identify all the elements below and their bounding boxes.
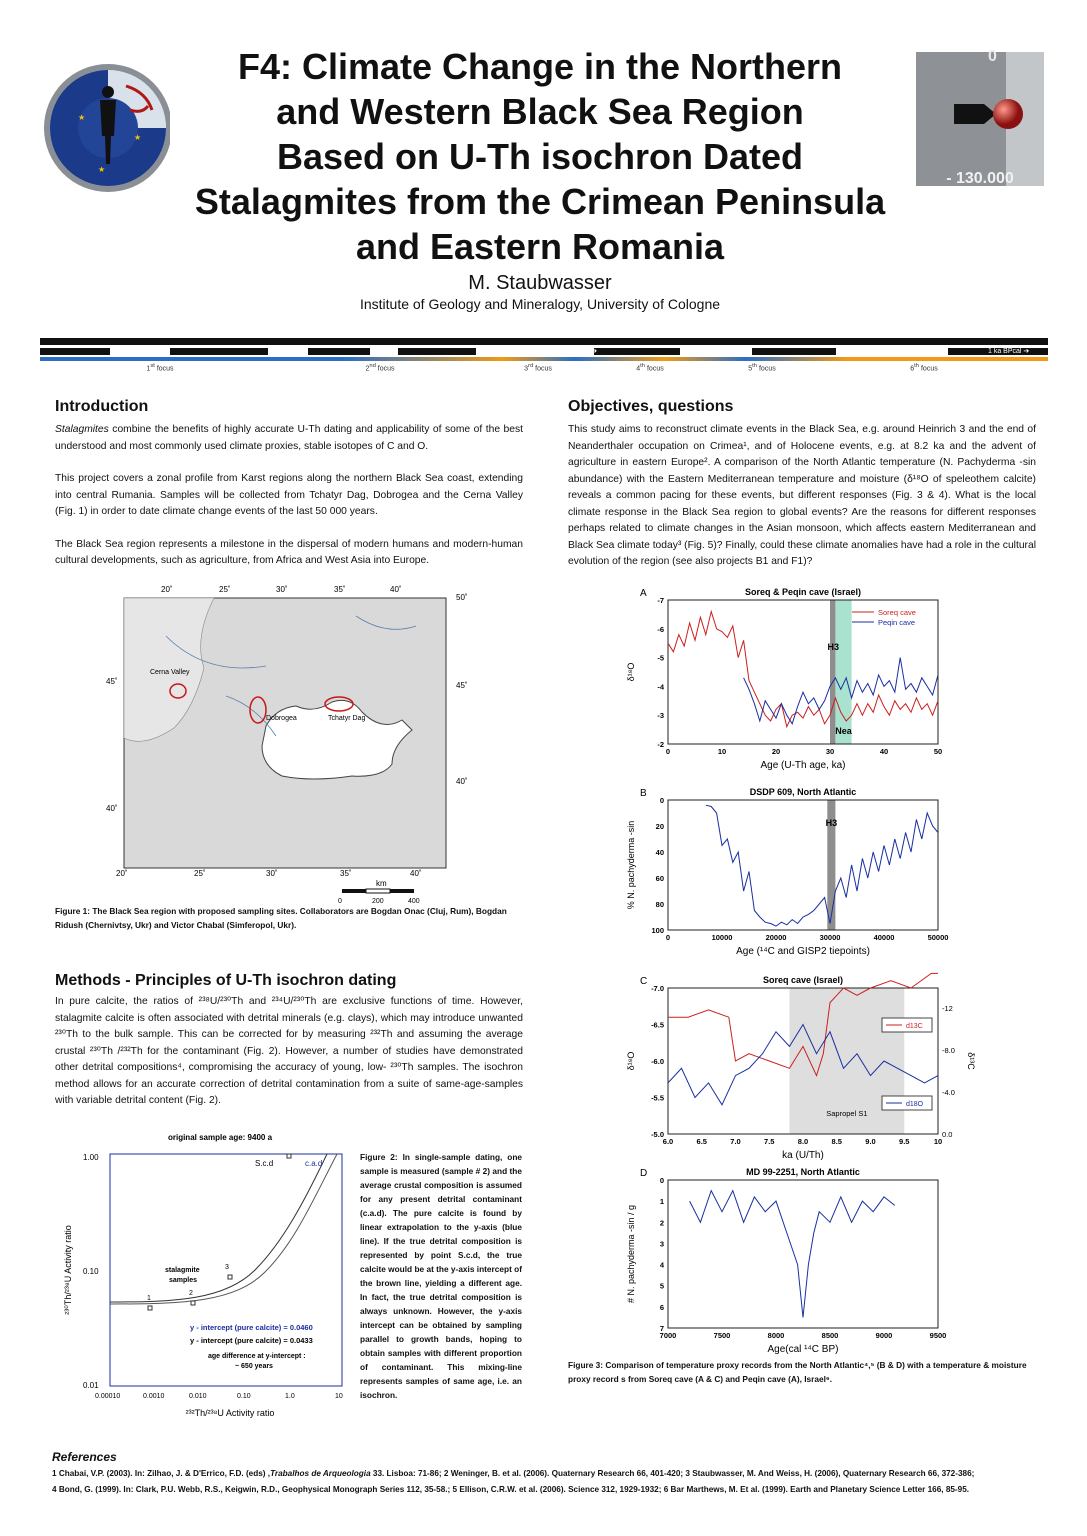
arrow-ball-icon — [952, 94, 1024, 134]
plot-frame — [668, 800, 938, 930]
x-tick-label: 7500 — [713, 1331, 731, 1340]
x-tick-label: 0 — [665, 933, 671, 942]
svg-text:²³²Th/²³⁸U Activity ratio: ²³²Th/²³⁸U Activity ratio — [185, 1408, 275, 1418]
svg-text:0.10: 0.10 — [237, 1393, 251, 1400]
y-tick-label: -3 — [657, 711, 664, 721]
human-figure-icon — [38, 40, 170, 192]
y-tick-label: -6.0 — [651, 1057, 664, 1066]
legend-entry: Soreq cave — [878, 608, 916, 617]
svg-text:~ 650 years: ~ 650 years — [235, 1363, 273, 1370]
x-tick-label: 40 — [879, 747, 889, 756]
figure2-caption: Figure 2: In single-sample dating, one sample is measured (sample # 2) and the average crustal composition is assumed for any present detrital contaminant (c.a.d). The pure calcite is found by linear extrapolation to the y-axis (blue line). If the true detrital composition is represented by point S.c.d, the true calcite would be at the y-axis intercept of the brown line, yielding a different age. In fact, the true detrital composition is always unknown. However, the y-axis intercept can be obtained by sampling parallel to growth bands, hoping to obtain samples with different proportion of contaminant. This mixing-line represents samples of same age, i.e. an isochron. — [360, 1152, 522, 1400]
svg-text:3: 3 — [225, 1264, 229, 1271]
y-tick-label: -5 — [657, 653, 664, 663]
x-tick-label: 6.5 — [696, 1137, 707, 1146]
y-tick-label: 2 — [659, 1218, 664, 1228]
x-tick-label: 30000 — [819, 933, 841, 942]
svg-text:stalagmite: stalagmite — [165, 1267, 200, 1274]
y2-tick-label: -8.0 — [942, 1046, 955, 1055]
y-axis-label: δ¹⁸O — [626, 662, 636, 682]
y-tick-label: -5.5 — [651, 1093, 664, 1103]
svg-text:200: 200 — [372, 898, 384, 905]
y-axis-label: % N. pachyderma -sin — [626, 820, 636, 910]
svg-text:1: 1 — [147, 1295, 151, 1302]
y-tick-label: -4 — [657, 682, 664, 692]
svg-text:y - intercept (pure calcite) =: y - intercept (pure calcite) = 0.0433 — [190, 1336, 313, 1345]
plot-frame — [668, 1180, 938, 1328]
legend-entry: d13C — [906, 1023, 923, 1030]
objectives-heading: Objectives, questions — [568, 398, 734, 415]
svg-text:original sample age: 9400 a: original sample age: 9400 a — [167, 1133, 273, 1142]
svg-text:0.010: 0.010 — [189, 1393, 207, 1400]
y-tick-label: 60 — [655, 874, 664, 883]
y-tick-label: -2 — [657, 740, 664, 749]
svg-text:30˚: 30˚ — [276, 585, 288, 594]
y-axis-label: # N. pachyderma -sin / g — [626, 1204, 636, 1304]
x-tick-label: 8.0 — [797, 1137, 809, 1146]
y-tick-label: 20 — [655, 822, 664, 831]
svg-text:0.01: 0.01 — [83, 1381, 99, 1390]
methods-heading: Methods - Principles of U-Th isochron dating — [55, 972, 397, 989]
x-tick-label: 10000 — [711, 933, 733, 942]
x-axis-label: Age (U-Th age, ka) — [760, 760, 846, 771]
panel-label: A — [640, 588, 647, 599]
y2-axis-label: δ¹³C — [966, 1052, 976, 1070]
svg-text:400: 400 — [408, 898, 420, 905]
svg-text:km: km — [376, 879, 387, 888]
series-line — [668, 612, 938, 727]
author: M. Staubwasser — [468, 272, 612, 294]
y-tick-label: -6 — [657, 624, 664, 634]
x-tick-label: 20 — [771, 747, 781, 756]
panel-label: D — [640, 1168, 648, 1179]
x-axis-label: Age (¹⁴C and GISP2 tiepoints) — [736, 946, 870, 957]
introduction-section: Introduction Stalagmites combine the benefits of highly accurate U-Th dating and applicability of some of the best understood and most commonly used climate proxies, stable isotopes of C and O. This project covers a zonal profile from Karst regions along the northern Black Sea coast, extending into central Rumania. Samples will be collected from Tchatyr Dag, Dobrogea and the Cerna Valley (Fig. 1) in order to date climate change events of the last 50 000 years. The Black Sea region represents a milestone in the dispersal of modern humans and modern-human cultural developments, such as agriculture, from Africa and West Asia into Europe. — [55, 398, 523, 566]
y-tick-label: 4 — [659, 1260, 664, 1270]
time-marker-logo: 0 - 130.000 — [916, 52, 1044, 186]
y-tick-label: -7 — [657, 596, 664, 605]
y-tick-label: 100 — [651, 926, 664, 935]
svg-text:0.10: 0.10 — [83, 1267, 99, 1276]
timeline-bar: 100 ka BPcal ➔ 10 ka BPcal ➔ 1 ka BPcal ➔ 1st focus 2nd focus 3rd focus 4th focus 5th focus 6th focus — [40, 338, 1048, 376]
x-tick-label: 9.0 — [865, 1137, 876, 1146]
x-tick-label: 8.5 — [831, 1137, 842, 1146]
references-heading: References — [52, 1450, 117, 1464]
svg-text:30˚: 30˚ — [266, 869, 278, 878]
x-tick-label: 0 — [665, 747, 671, 756]
site-dobrogea: Dobrogea — [266, 715, 297, 722]
panel-label: C — [640, 976, 648, 987]
svg-text:samples: samples — [169, 1277, 198, 1284]
y-tick-label: 7 — [659, 1324, 664, 1333]
y-tick-label: 3 — [659, 1239, 664, 1249]
svg-text:45˚: 45˚ — [456, 681, 468, 690]
site-tchatyr: Tchatyr Dag — [328, 715, 366, 722]
svg-text:age difference at y-intercept: age difference at y-intercept : — [208, 1353, 306, 1360]
x-tick-label: 9500 — [929, 1331, 947, 1340]
x-tick-label: 10 — [717, 747, 727, 756]
svg-text:²³⁰Th/²³⁸U Activity ratio: ²³⁰Th/²³⁸U Activity ratio — [63, 1225, 73, 1315]
black-sea-map — [106, 576, 486, 906]
methods-section: Methods - Principles of U-Th isochron dating In pure calcite, the ratios of ²³⁸U/²³⁰Th and ²³⁴U/²³⁰Th are exclusive functions of time. However, stalagmite calcite is often associated with detrital minerals (e.g. clays), which may introduce unwanted ²³⁰Th to the bulk sample. This can be corrected for by measuring ²³²Th and assuming the average crustal ²³⁰Th /²³²Th for the contaminant (Fig. 2). However, a number of studies have demonstrated other detrital compositions⁴, compromising the accuracy of young, low- ²³⁰Th samples. The isochron method allows for an accurate correction of detrital contamination from a suite of same-age-samples with variable detrital content (Fig. 2). — [55, 972, 523, 1106]
svg-text:50˚: 50˚ — [456, 593, 468, 602]
institution: Institute of Geology and Mineralogy, University of Cologne — [359, 296, 721, 312]
x-tick-label: 6.0 — [662, 1137, 674, 1146]
x-axis-label: ka (U/Th) — [782, 1150, 824, 1161]
svg-text:★: ★ — [134, 133, 142, 142]
x-tick-label: 40000 — [873, 933, 895, 942]
x-tick-label: 7000 — [659, 1331, 677, 1340]
svg-text:10: 10 — [335, 1393, 343, 1400]
svg-text:25˚: 25˚ — [194, 869, 206, 878]
objectives-section: Objectives, questions This study aims to reconstruct climate events in the Black Sea, e.g. around Heinrich 3 and the end of Neanderthaler occupation on Crimea¹, and of Holocene events, e.g. at 8.2 ka and the advent of agriculture in eastern Europe². A comparison of the North Atlantic temperature (N. Pachyderma -sin abundance) with the Eastern Mediterranean temperature and moisture (δ¹⁸O of speleothem calcite) reveals a common pacing for these events, but different responses (Fig. 3 & 4). What is the local climate response in the Black Sea region to global events? Are the reasons for different responses perhaps related to climate changes in the Asian monsoon, which affects eastern Mediterranean and Black Sea climate today³ (Fig. 5)? Finally, could these climate anomalies have had a role in the cultural evolution of the region (see also projects B1 and F1)? — [568, 398, 1036, 567]
svg-text:c.a.d: c.a.d — [305, 1159, 323, 1168]
svg-text:y - intercept (pure calcite) =: y - intercept (pure calcite) = 0.0460 — [190, 1323, 313, 1332]
nea-band — [835, 600, 851, 744]
x-tick-label: 50 — [933, 747, 943, 756]
y-tick-label: -7.0 — [651, 984, 664, 993]
y-tick-label: 80 — [655, 900, 664, 909]
x-tick-label: 7.0 — [730, 1137, 741, 1146]
y-tick-label: 5 — [659, 1281, 664, 1291]
svg-text:1.00: 1.00 — [83, 1153, 99, 1162]
x-tick-label: 7.5 — [764, 1137, 775, 1146]
poster-title: F4: Climate Change in the Northern and Western Black Sea Region Based on U-Th isochron Dated Stalagmites from the Crimean Peninsula and Eastern Romania — [194, 46, 886, 267]
y-tick-label: -5.0 — [651, 1130, 664, 1139]
figure1-caption: Figure 1: The Black Sea region with proposed sampling sites. Collaborators are Bogdan Onac (Cluj, Rum), Bogdan Ridush (Chernivtsy, Ukr) and Victor Chabal (Simferopol, Ukr). — [55, 906, 507, 930]
svg-text:0.0010: 0.0010 — [143, 1393, 165, 1400]
h3-band — [830, 600, 835, 744]
series-line — [690, 1191, 895, 1318]
chart-title: MD 99-2251, North Atlantic — [746, 1167, 860, 1177]
panel-label: B — [640, 788, 647, 799]
svg-text:2: 2 — [189, 1290, 193, 1297]
legend-entry: d18O — [906, 1101, 924, 1108]
series-line — [706, 805, 938, 926]
svg-text:★: ★ — [78, 113, 86, 122]
svg-text:35˚: 35˚ — [334, 585, 346, 594]
x-tick-label: 20000 — [765, 933, 787, 942]
introduction-heading: Introduction — [55, 398, 149, 415]
svg-text:20˚: 20˚ — [161, 585, 173, 594]
figure3-caption: Figure 3: Comparison of temperature proxy records from the North Atlantic⁴,⁵ (B & D) with a temperature & moisture proxy record s from Soreq cave (A & C) and Peqin cave (A), Israel⁶. — [568, 1360, 1027, 1384]
x-tick-label: 50000 — [927, 933, 949, 942]
x-tick-label: 10 — [933, 1137, 943, 1146]
svg-text:40˚: 40˚ — [106, 804, 118, 813]
y-tick-label: 6 — [659, 1302, 664, 1312]
y2-tick-label: -12 — [942, 1004, 953, 1013]
references-section: References 1 Chabai, V.P. (2003). In: Zilhao, J. & D'Errico, F.D. (eds) ,Trabalhos de Arqueologia 33. Lisboa: 71-86; 2 Weninger, B. et al. (2006). Quaternary Research 66, 401-420; 3 Staubwasser, M. And Weiss, H. (2006), Quaternary Research 66, 372-386; 4 Bond, G. (1999). In: Clark, P.U. Webb, R.S., Keigwin, R.D., Geophysical Monograph Series 112, 35-58.; 5 Ellison, C.R.W. et al. (2006). Science 312, 1929-1932; 6 Bar Marthews, M. Et al. (1999). Earth and Planetary Science Letter 166, 85-95. — [52, 1450, 1052, 1498]
x-axis-label: Age(cal ¹⁴C BP) — [767, 1344, 839, 1355]
chart-title: Soreq cave (Israel) — [762, 975, 844, 985]
y-tick-label: 0 — [659, 1176, 664, 1185]
x-tick-label: 8500 — [821, 1331, 839, 1340]
y-axis-label: δ¹⁸O — [626, 1051, 636, 1071]
svg-text:1.0: 1.0 — [285, 1393, 295, 1400]
svg-text:S.c.d: S.c.d — [255, 1159, 274, 1168]
y-tick-label: 1 — [659, 1197, 664, 1207]
svg-text:0.00010: 0.00010 — [95, 1393, 121, 1400]
annotation-nea: Nea — [835, 726, 852, 736]
svg-text:40˚: 40˚ — [410, 869, 422, 878]
x-tick-label: 9000 — [875, 1331, 893, 1340]
y2-tick-label: -4.0 — [942, 1088, 955, 1097]
y-tick-label: 40 — [655, 848, 664, 857]
legend-entry: Peqin cave — [878, 618, 916, 627]
x-tick-label: 9.5 — [899, 1137, 910, 1146]
svg-text:40˚: 40˚ — [456, 777, 468, 786]
x-tick-label: 8000 — [767, 1331, 785, 1340]
svg-text:25˚: 25˚ — [219, 585, 231, 594]
svg-text:20˚: 20˚ — [116, 869, 128, 878]
project-logo — [38, 40, 170, 192]
svg-text:0: 0 — [338, 898, 342, 905]
svg-text:40˚: 40˚ — [390, 585, 402, 594]
svg-text:★: ★ — [98, 165, 106, 174]
annotation-sapropel: Sapropel S1 — [826, 1109, 868, 1118]
svg-text:35˚: 35˚ — [340, 869, 352, 878]
site-cerna: Cerna Valley — [150, 669, 190, 676]
y2-tick-label: 0.0 — [942, 1130, 953, 1139]
annotation-h3: H3 — [827, 642, 839, 652]
x-tick-label: 30 — [825, 747, 835, 756]
y-tick-label: 0 — [659, 796, 664, 805]
figure3-charts — [568, 580, 1048, 1360]
chart-title: DSDP 609, North Atlantic — [749, 787, 857, 797]
annotation-h3: H3 — [825, 818, 838, 828]
chart-title: Soreq & Peqin cave (Israel) — [744, 587, 862, 597]
svg-text:45˚: 45˚ — [106, 677, 118, 686]
y-tick-label: -6.5 — [651, 1020, 664, 1030]
isochron-figure — [55, 1130, 355, 1424]
